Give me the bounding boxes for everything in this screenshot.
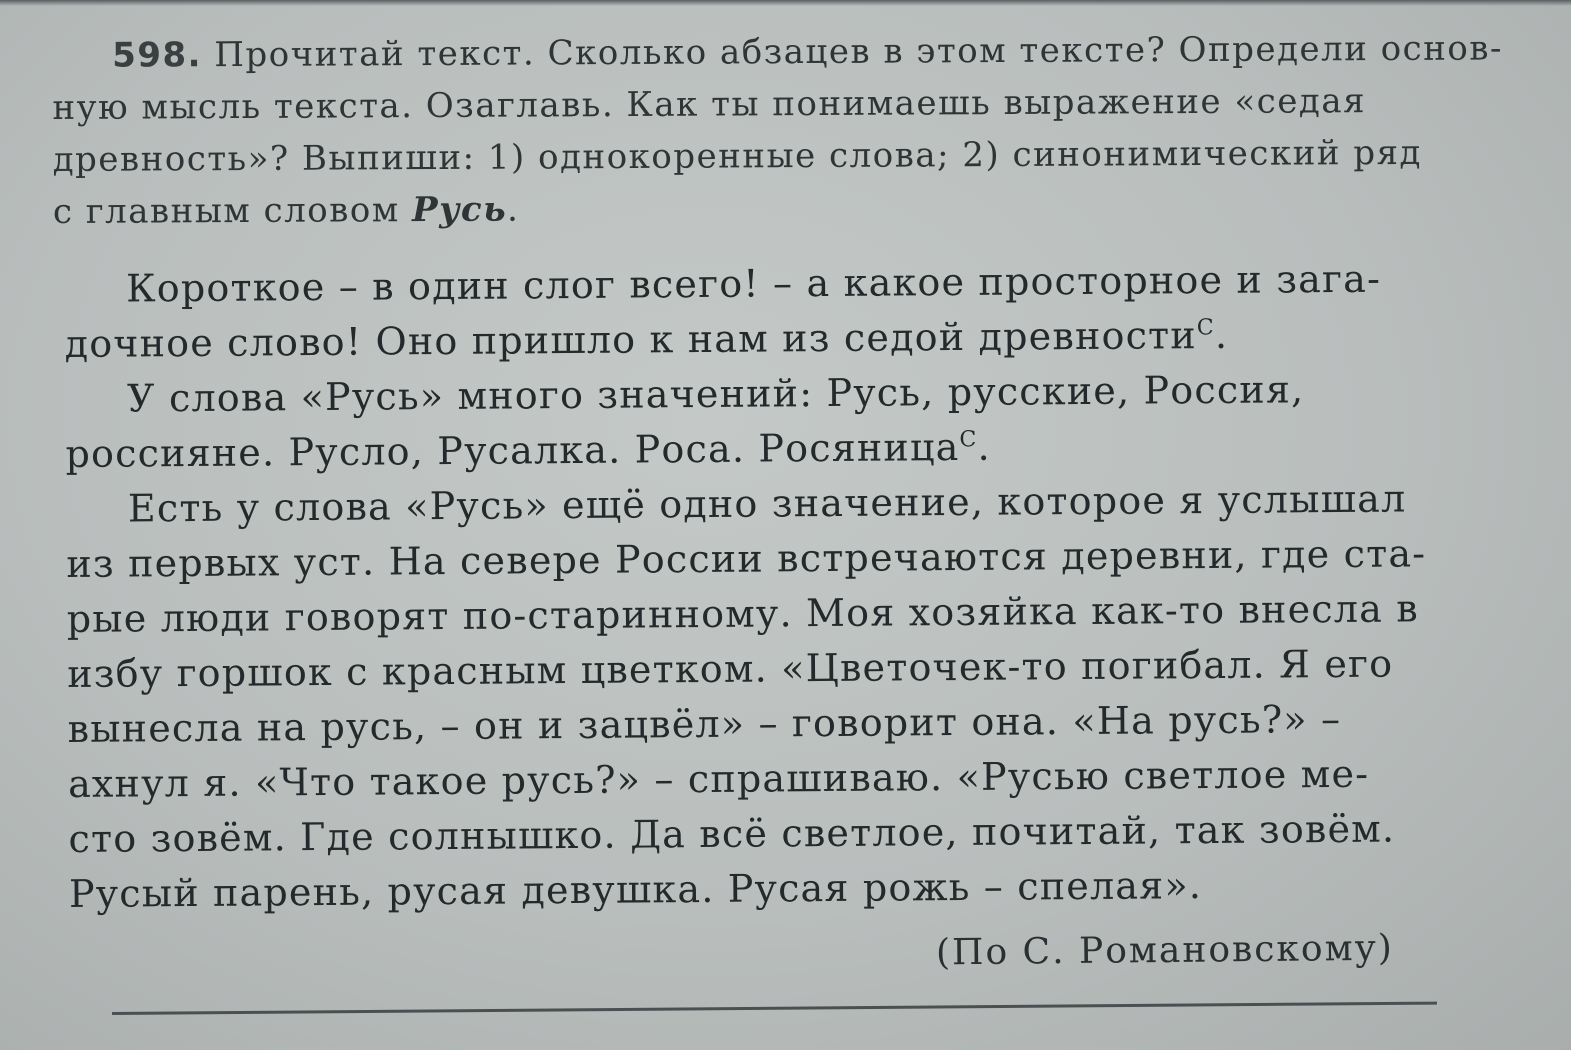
text-line: Есть у слова «Русь» ещё одно значение, которое я услышал: [127, 476, 1407, 531]
author-attribution: (По С. Романовскому): [935, 927, 1395, 974]
text-line: Русый парень, русая девушка. Русая рожь – спелая».: [68, 863, 1203, 916]
text-fragment: россияне. Русло, Русалка. Роса. Росяница: [65, 424, 960, 476]
text-line: ахнул я. «Что такое русь?» – спрашиваю. «Русью светлое ме-: [67, 751, 1370, 806]
dictionary-mark: С: [959, 427, 978, 453]
text-line: Короткое – в один слог всего! – а какое просторное и зага-: [126, 256, 1382, 311]
exercise-line: [53, 179, 1473, 238]
exercise-text: с главным словом: [52, 190, 413, 232]
key-word: Русь: [411, 189, 508, 231]
text-line: У слова «Русь» много значений: Русь, русские, Россия,: [126, 367, 1305, 421]
exercise-number: 598.: [112, 35, 203, 76]
exercise-text: Прочитай текст. Сколько абзацев в этом тексте? Определи основ-: [214, 28, 1504, 76]
text-fragment: .: [977, 424, 991, 469]
text-line: вынесла на русь, – он и зацвёл» – говорит она. «На русь?» –: [67, 696, 1342, 751]
text-line: избу горшок с красным цветком. «Цветочек-то погибал. Я его: [67, 641, 1394, 696]
bottom-divider: [112, 1002, 1437, 1015]
exercise-text: .: [507, 189, 520, 230]
exercise-line: древность»? Выпиши: 1) однокоренные слова; 2) синонимический ряд: [52, 132, 1423, 180]
top-divider: [0, 0, 1571, 6]
text-line: сто зовём. Где солнышко. Да всё светлое, почитай, так зовём.: [68, 806, 1396, 861]
exercise-task: [52, 23, 1504, 238]
reading-text: [64, 251, 1469, 922]
text-line: из первых уст. На севере России встречаются деревни, где ста-: [66, 531, 1427, 586]
text-line: рые люди говорят по-старинному. Моя хозяйка как-то внесла в: [66, 586, 1420, 641]
dictionary-mark: С: [1196, 315, 1215, 341]
exercise-line: ную мысль текста. Озаглавь. Как ты понимаешь выражение «седая: [52, 81, 1367, 128]
exercise-line: [52, 23, 1504, 82]
text-fragment: .: [1214, 312, 1229, 357]
text-fragment: дочное слово! Оно пришло к нам из седой древности: [64, 313, 1198, 366]
